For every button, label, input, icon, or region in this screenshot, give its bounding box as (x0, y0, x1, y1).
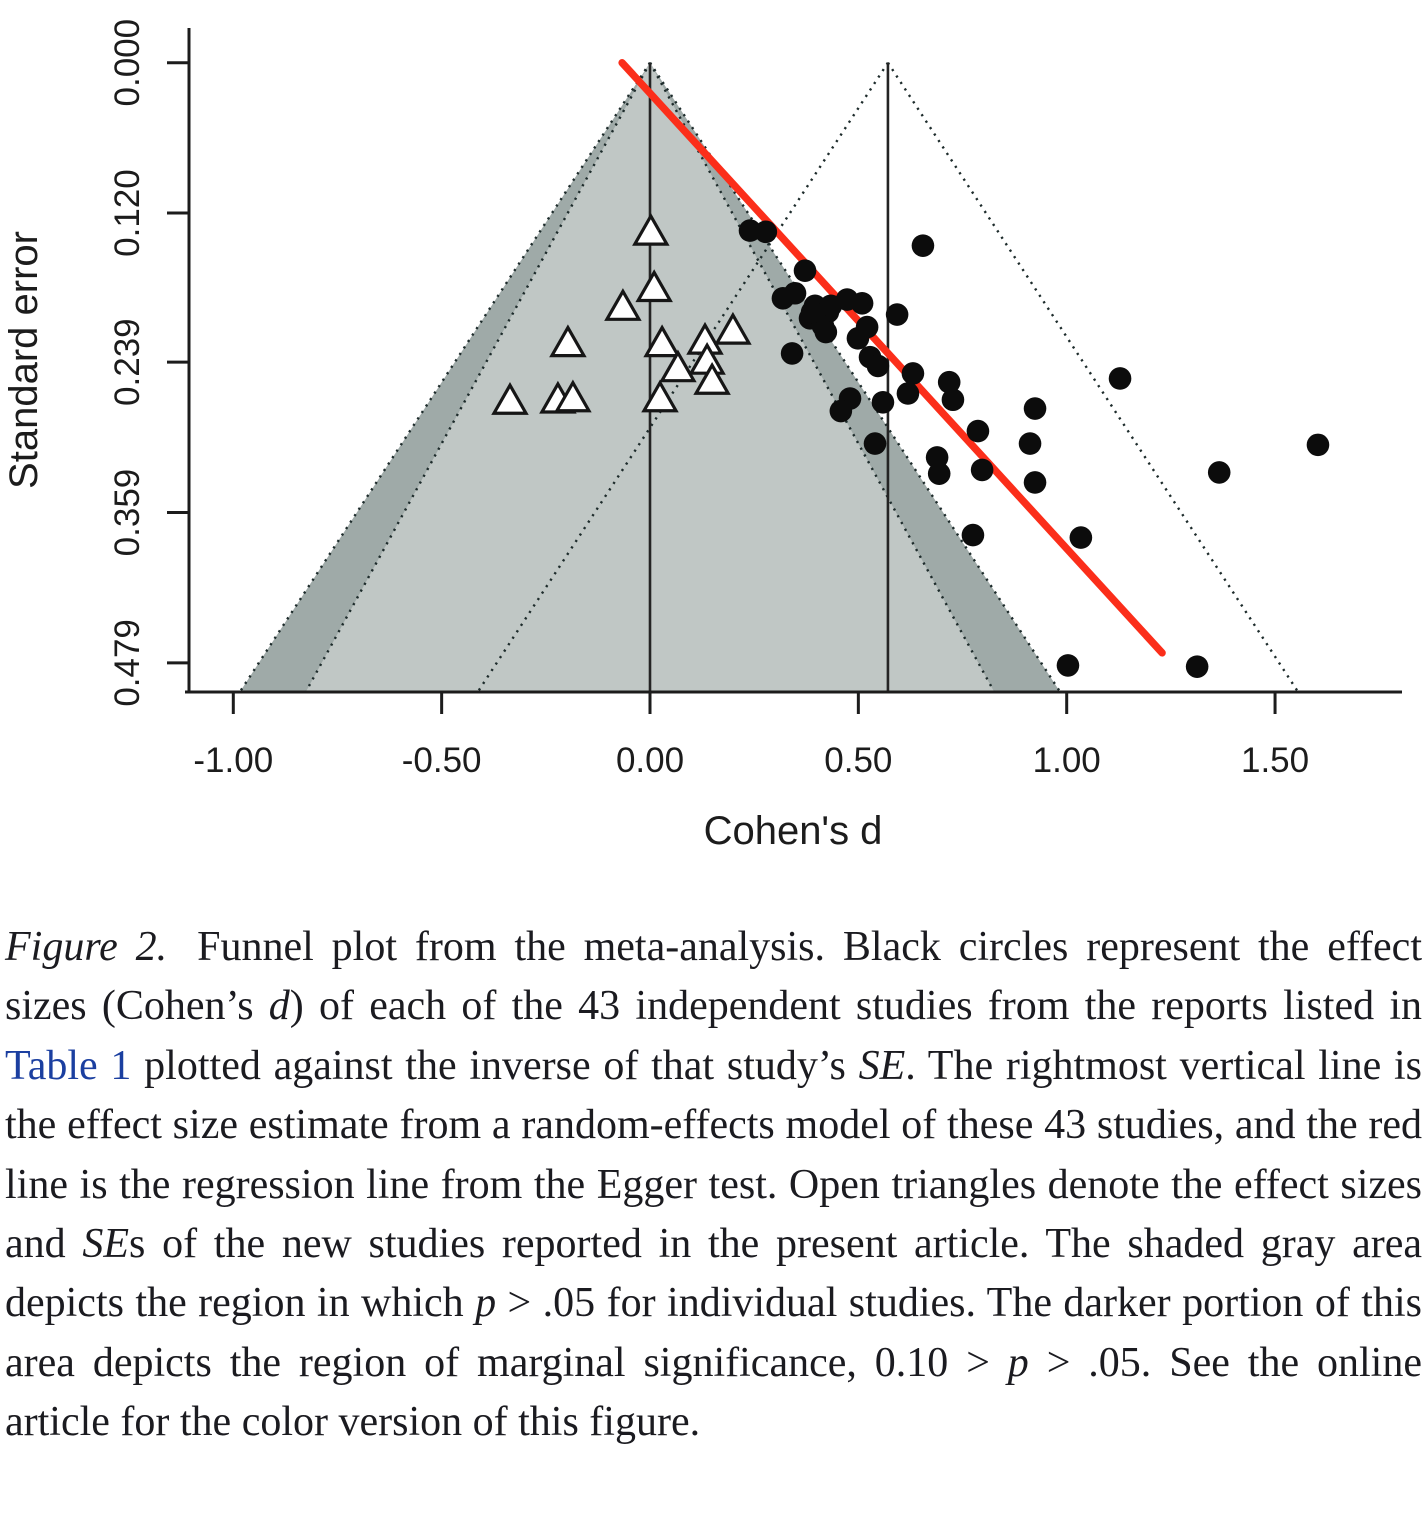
figure-label: Figure 2. (5, 924, 168, 970)
study-circle (897, 382, 920, 405)
study-circle (962, 524, 985, 547)
study-circle (867, 355, 890, 378)
caption-text-segment: > .05. See the online article for the color version of this figure. (5, 1339, 1422, 1446)
study-circle (755, 221, 778, 244)
study-circle (1019, 432, 1042, 455)
caption-text-segment: SE (858, 1042, 906, 1089)
study-circle (1024, 471, 1047, 494)
study-circle (864, 432, 887, 455)
study-circle (928, 462, 951, 485)
figure-caption (0, 918, 1428, 1453)
study-circle (815, 321, 838, 344)
study-circle (1186, 655, 1209, 678)
study-circle (1109, 367, 1132, 390)
study-circle (971, 459, 994, 482)
study-circle (801, 301, 824, 324)
x-tick-label: 0.00 (615, 741, 685, 780)
x-tick-label: -0.50 (401, 741, 482, 780)
study-circle (912, 234, 935, 257)
caption-text-segment: Funnel plot from the meta-analysis. Black circles represent the effect sizes (Cohen’s (5, 924, 1422, 1030)
study-circle (967, 420, 990, 443)
study-circle (872, 391, 895, 414)
caption-text-segment: s of the new studies reported in the present article. The shaded gray area depicts the region in which (5, 1221, 1422, 1327)
x-tick-label: 0.50 (824, 741, 893, 780)
x-tick-label: -1.00 (193, 741, 274, 780)
y-axis-title: Standard error (2, 231, 46, 489)
study-circle (1208, 461, 1231, 484)
y-tick-label: 0.239 (108, 318, 148, 406)
caption-text-segment: p (475, 1280, 497, 1327)
study-circle (830, 400, 853, 423)
caption-text-segment: d (268, 983, 290, 1030)
study-circle (794, 259, 817, 282)
x-tick-label: 1.00 (1032, 741, 1101, 780)
table-1-link[interactable]: Table 1 (5, 1042, 132, 1089)
study-circle (1024, 397, 1047, 420)
caption-text-segment: plotted against the inverse of that study’s (131, 1042, 859, 1089)
y-tick-label: 0.120 (108, 169, 148, 257)
caption-text-segment: . The rightmost vertical line is the effect size estimate from a random-effects model of these 43 studies, and the red line is the regression line from the Egger test. Open triangles denote the effect sizes and (5, 1042, 1422, 1268)
study-circle (942, 388, 965, 411)
study-circle (781, 342, 804, 365)
caption-text-segment: p (1007, 1339, 1029, 1386)
caption-text-segment: ) of each of the 43 independent studies from the reports listed in (289, 983, 1423, 1030)
caption-text-segment: > .05 for individual studies. The darker portion of this area depicts the region of marginal significance, 0.10 > (5, 1280, 1422, 1386)
y-tick-label: 0.000 (108, 18, 148, 107)
study-circle (1070, 526, 1093, 549)
study-circle (851, 292, 874, 315)
y-tick-label: 0.479 (108, 619, 148, 707)
study-circle (886, 303, 909, 326)
study-circle (1307, 434, 1330, 457)
x-axis-title: Cohen's d (703, 809, 883, 853)
study-circle (1057, 654, 1080, 677)
study-circle (902, 362, 925, 385)
study-circle (847, 327, 870, 350)
x-tick-label: 1.50 (1240, 741, 1310, 780)
caption-text-segment: SE (82, 1221, 130, 1268)
study-circle (772, 287, 795, 310)
y-tick-label: 0.359 (108, 468, 148, 557)
